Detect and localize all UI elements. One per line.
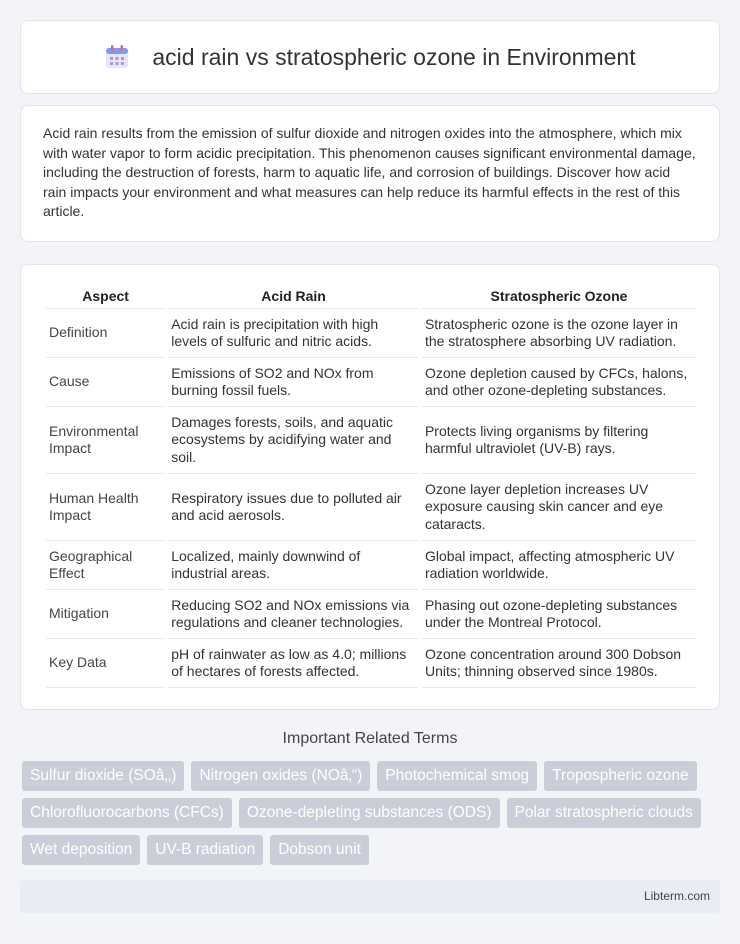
cell-aspect: Key Data: [46, 639, 165, 688]
cell-aspect: Geographical Effect: [46, 541, 165, 590]
cell-aspect: Definition: [46, 309, 165, 358]
intro-card: [20, 105, 720, 242]
cell-ozone: Phasing out ozone-depleting substances under the Montreal Protocol.: [422, 590, 696, 639]
cell-aspect: Cause: [46, 358, 165, 407]
related-term-tag[interactable]: Chlorofluorocarbons (CFCs): [22, 798, 232, 828]
related-term-tag[interactable]: Ozone-depleting substances (ODS): [239, 798, 500, 828]
related-term-tag[interactable]: Dobson unit: [270, 835, 369, 865]
related-terms-title: Important Related Terms: [282, 730, 458, 747]
cell-aspect: Human Health Impact: [46, 474, 165, 541]
table-row: [46, 590, 696, 639]
table-row: [46, 309, 696, 358]
comparison-card: [20, 264, 720, 710]
cell-aspect: Mitigation: [46, 590, 165, 639]
cell-ozone: Ozone concentration around 300 Dobson Units; thinning observed since 1980s.: [422, 639, 696, 688]
related-term-tag[interactable]: UV-B radiation: [147, 835, 263, 865]
related-term-tag[interactable]: Sulfur dioxide (SOâ‚‚): [22, 761, 184, 791]
calendar-icon: [104, 44, 130, 70]
table-row: [46, 474, 696, 541]
cell-acid-rain: Reducing SO2 and NOx emissions via regulations and cleaner technologies.: [168, 590, 419, 639]
related-term-tag[interactable]: Tropospheric ozone: [544, 761, 696, 791]
cell-acid-rain: Emissions of SO2 and NOx from burning fossil fuels.: [168, 358, 419, 407]
cell-ozone: Ozone layer depletion increases UV exposure causing skin cancer and eye cataracts.: [422, 474, 696, 541]
cell-ozone: Stratospheric ozone is the ozone layer in the stratosphere absorbing UV radiation.: [422, 309, 696, 358]
page-title: acid rain vs stratospheric ozone in Environment: [152, 43, 636, 70]
table-row: [46, 358, 696, 407]
header-acid-rain: Acid Rain: [168, 287, 419, 309]
table-row: [46, 407, 696, 474]
comparison-table: [43, 287, 699, 688]
related-term-tag[interactable]: Polar stratospheric clouds: [507, 798, 701, 828]
intro-text: Acid rain results from the emission of sulfur dioxide and nitrogen oxides into the atmosphere, which mix with water vapor to form acidic precipitation. This phenomenon causes significant environmental damage, including the destruction of forests, harm to aquatic life, and corrosion of buildings. Discover how acid rain impacts your environment and what measures can help reduce its harmful effects in the rest of this article.: [43, 125, 696, 220]
cell-ozone: Ozone depletion caused by CFCs, halons, and other ozone-depleting substances.: [422, 358, 696, 407]
cell-acid-rain: Acid rain is precipitation with high levels of sulfuric and nitric acids.: [168, 309, 419, 358]
footer: [20, 880, 720, 913]
header-card: [20, 20, 720, 94]
related-term-tag[interactable]: Photochemical smog: [377, 761, 537, 791]
cell-acid-rain: Respiratory issues due to polluted air and acid aerosols.: [168, 474, 419, 541]
related-term-tag[interactable]: Wet deposition: [22, 835, 140, 865]
table-row: [46, 639, 696, 688]
footer-site-link[interactable]: Libterm.com: [643, 889, 710, 903]
cell-acid-rain: pH of rainwater as low as 4.0; millions of hectares of forests affected.: [168, 639, 419, 688]
header-aspect: Aspect: [46, 287, 165, 309]
cell-acid-rain: Localized, mainly downwind of industrial areas.: [168, 541, 419, 590]
cell-acid-rain: Damages forests, soils, and aquatic ecosystems by acidifying water and soil.: [168, 407, 419, 474]
table-row: [46, 541, 696, 590]
cell-ozone: Protects living organisms by filtering harmful ultraviolet (UV-B) rays.: [422, 407, 696, 474]
cell-aspect: Environmental Impact: [46, 407, 165, 474]
related-term-tag[interactable]: Nitrogen oxides (NOâ‚“): [191, 761, 370, 791]
table-header-row: [46, 287, 696, 309]
cell-ozone: Global impact, affecting atmospheric UV radiation worldwide.: [422, 541, 696, 590]
related-terms-list: [22, 761, 722, 865]
header-stratospheric-ozone: Stratospheric Ozone: [422, 287, 696, 309]
